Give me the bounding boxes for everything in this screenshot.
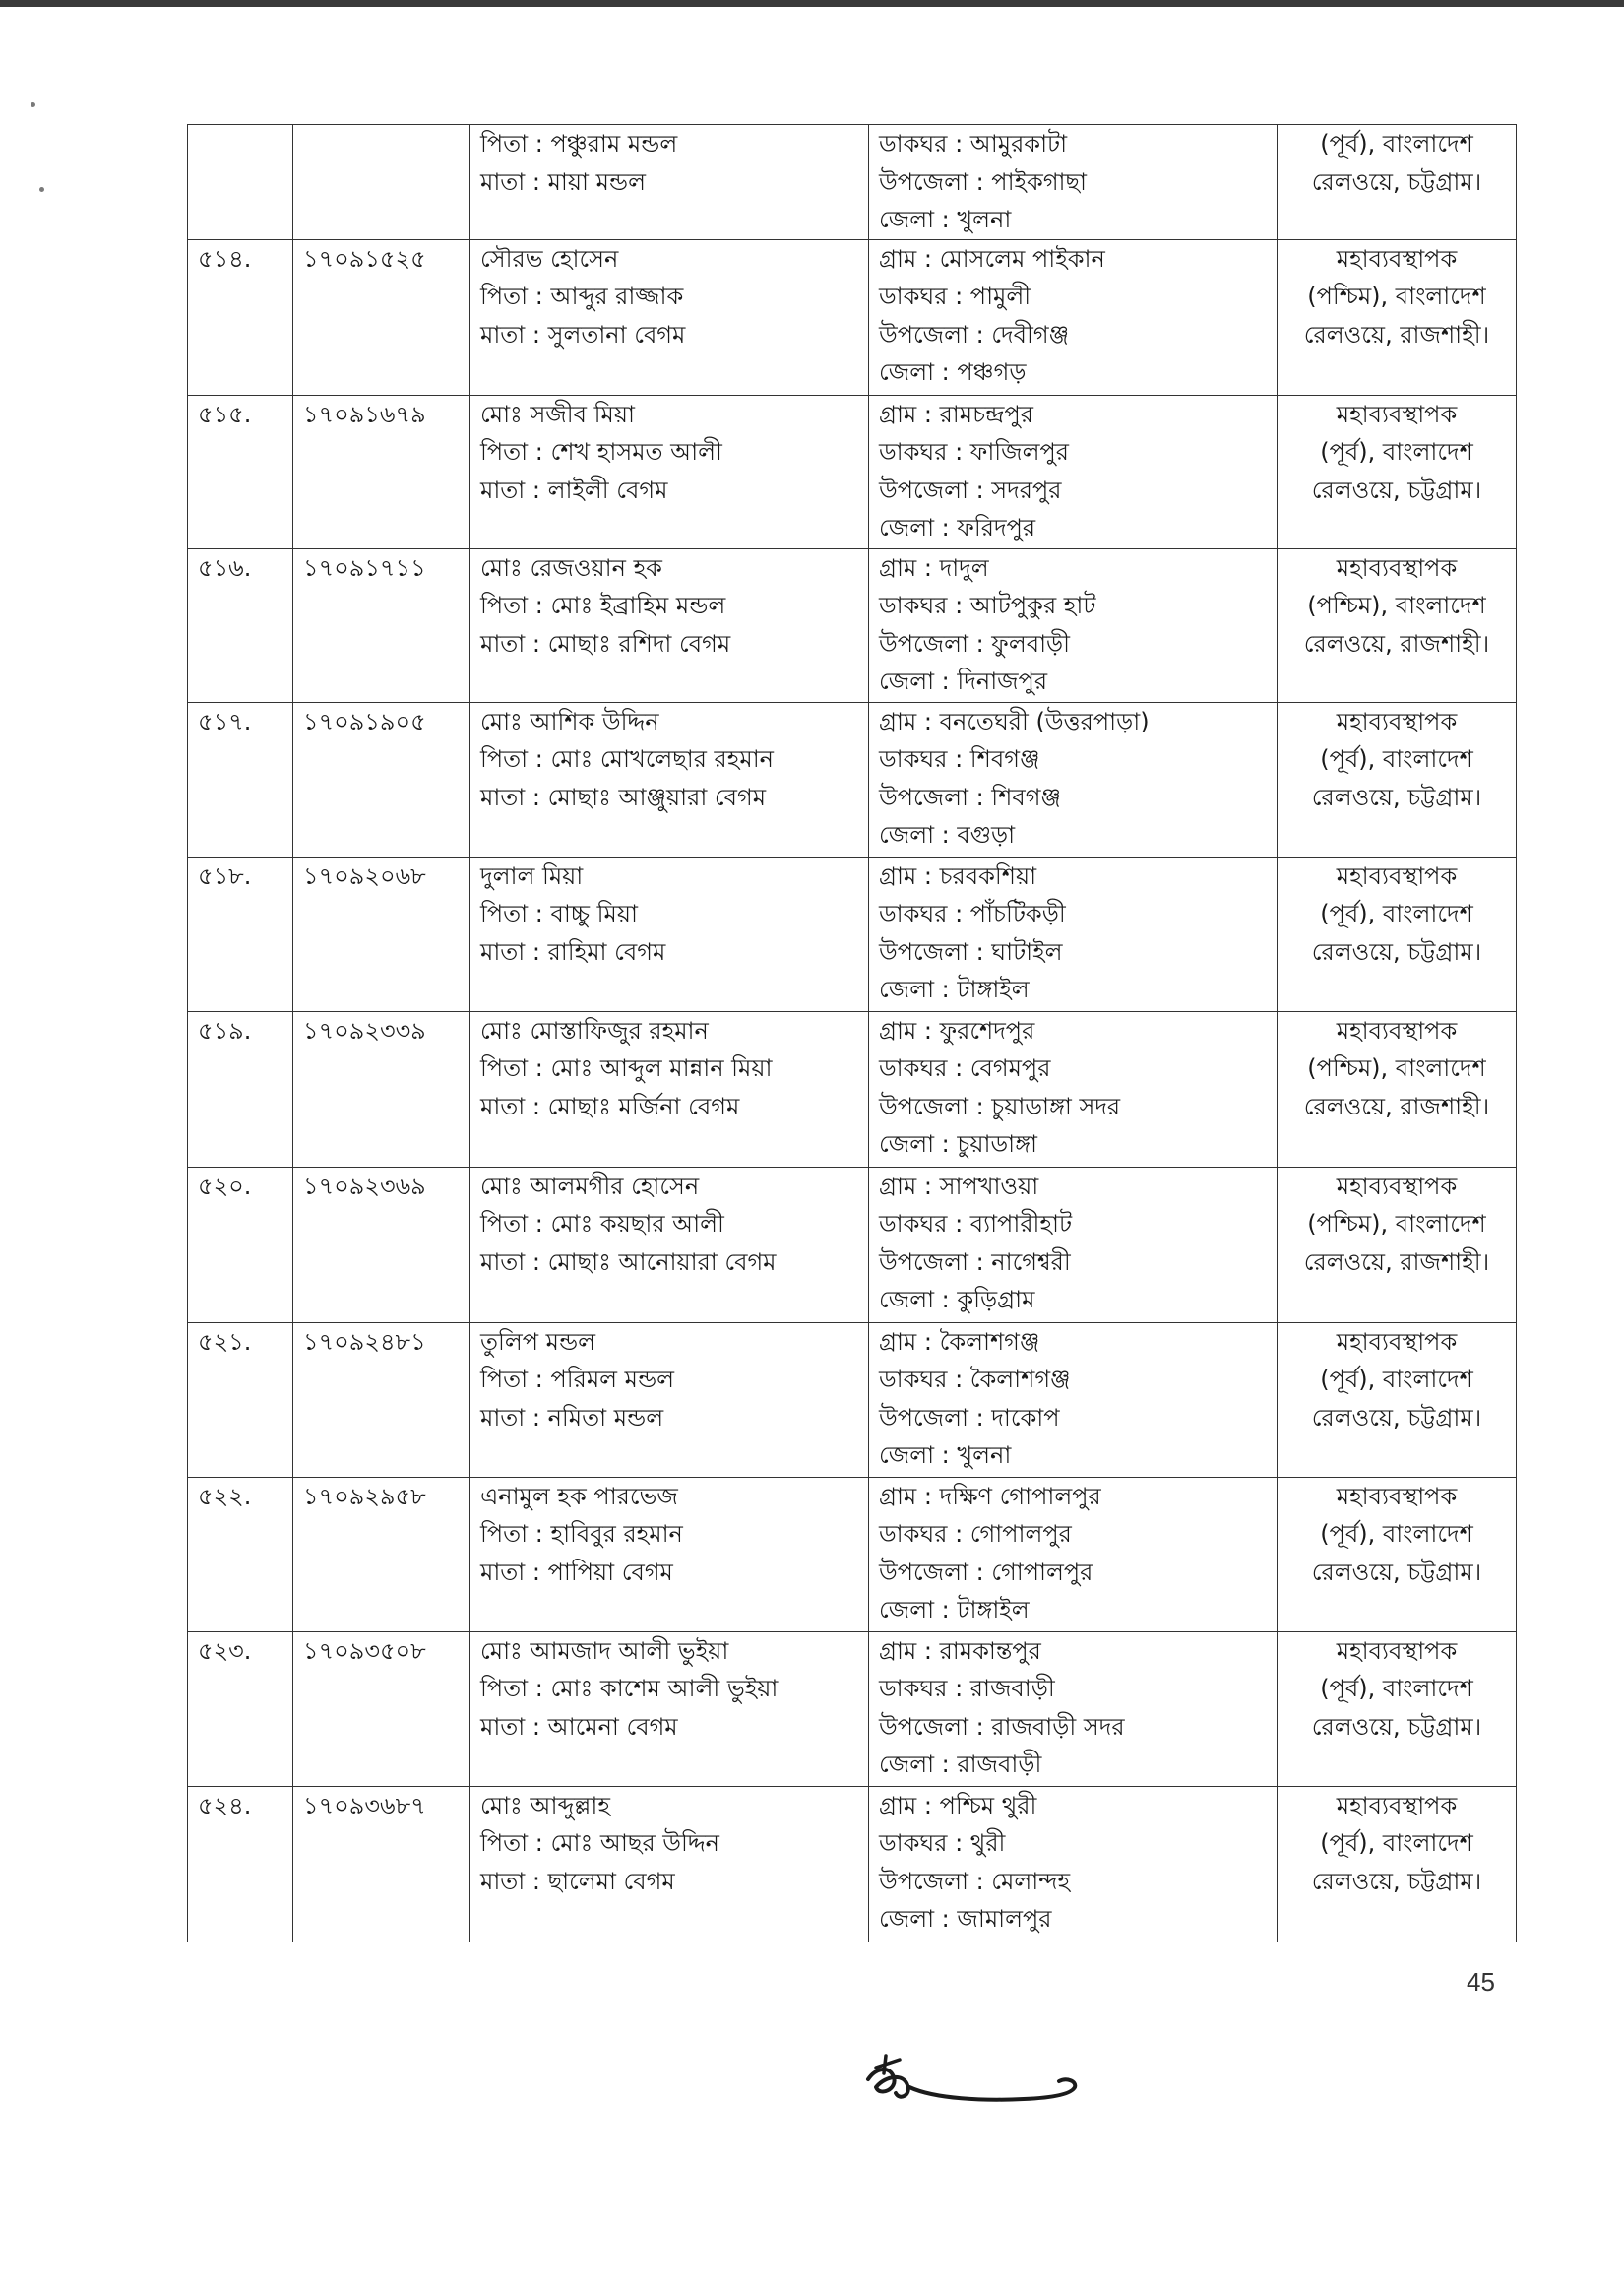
- mother-name: মাতা : মোছাঃ রশিদা বেগম: [480, 629, 731, 658]
- posting-line: মহাব্যবস্থাপক: [1336, 861, 1458, 890]
- address-district: জেলা : পঞ্চগড়: [879, 358, 1027, 386]
- serial-cell: ৫১৮.: [188, 857, 293, 1011]
- name-cell: [470, 548, 869, 702]
- posting-line: (পূর্ব), বাংলাদেশ: [1320, 438, 1473, 466]
- roll-cell: ১৭০৯২৯৫৮: [293, 1477, 470, 1631]
- posting-line: রেলওয়ে, চট্টগ্রাম।: [1311, 167, 1482, 196]
- mother-name: মাতা : মোছাঃ আনোয়ারা বেগম: [480, 1247, 777, 1276]
- candidate-name: মোঃ মোস্তাফিজুর রহমান: [480, 1016, 709, 1045]
- name-cell: [470, 1167, 869, 1322]
- address-village: গ্রাম : চরবকশিয়া: [879, 861, 1037, 890]
- serial-cell: ৫২৩.: [188, 1631, 293, 1786]
- posting-line: মহাব্যবস্থাপক: [1336, 553, 1458, 582]
- table-row: [188, 239, 1517, 395]
- address-upazila: উপজেলা : দাকোপ: [879, 1403, 1060, 1432]
- serial-cell: ৫১৭.: [188, 702, 293, 857]
- candidate-name: মোঃ রেজওয়ান হক: [480, 553, 662, 582]
- address-district: জেলা : টাঙ্গাইল: [879, 1596, 1030, 1624]
- posting-line: (পশ্চিম), বাংলাদেশ: [1307, 592, 1486, 619]
- mother-name: মাতা : পাপিয়া বেগম: [480, 1558, 673, 1586]
- candidate-name: মোঃ আব্দুল্লাহ: [480, 1791, 610, 1819]
- address-district: জেলা : জামালপুর: [879, 1905, 1052, 1933]
- posting-line: (পূর্ব), বাংলাদেশ: [1320, 1520, 1473, 1548]
- mother-name: মাতা : লাইলী বেগম: [480, 476, 668, 504]
- address-village: গ্রাম : ফুরশেদপুর: [879, 1016, 1035, 1045]
- name-cell: [470, 1011, 869, 1167]
- mother-name: মাতা : রাহিমা বেগম: [480, 937, 666, 966]
- posting-cell: [1278, 702, 1517, 857]
- address-district: জেলা : ফরিদপুর: [879, 514, 1036, 541]
- address-post-office: ডাকঘর : রাজবাড়ী: [879, 1675, 1055, 1702]
- address-upazila: উপজেলা : ঘাটাইল: [879, 937, 1063, 966]
- candidate-name: তুলিপ মন্ডল: [480, 1327, 596, 1356]
- address-upazila: উপজেলা : ফুলবাড়ী: [879, 629, 1071, 658]
- address-post-office: ডাকঘর : গোপালপুর: [879, 1520, 1072, 1548]
- name-cell: [470, 1322, 869, 1477]
- roll-cell: ১৭০৯১৫২৫: [293, 239, 470, 395]
- roll-cell: ১৭০৯২৪৮১: [293, 1322, 470, 1477]
- candidate-name: সৌরভ হোসেন: [480, 244, 619, 273]
- name-cell: [470, 239, 869, 395]
- posting-line: রেলওয়ে, রাজশাহী।: [1303, 1247, 1490, 1276]
- mother-name: মাতা : ছালেমা বেগম: [480, 1867, 675, 1895]
- posting-line: রেলওয়ে, রাজশাহী।: [1303, 1092, 1490, 1120]
- posting-cell: [1278, 548, 1517, 702]
- address-district: জেলা : খুলনা: [879, 206, 1012, 233]
- serial-cell: ৫২১.: [188, 1322, 293, 1477]
- name-cell: [470, 125, 869, 240]
- address-village: গ্রাম : কৈলাশগঞ্জ: [879, 1327, 1040, 1356]
- candidate-name: মোঃ আলমগীর হোসেন: [480, 1172, 700, 1200]
- address-cell: [869, 239, 1278, 395]
- address-upazila: উপজেলা : মেলান্দহ: [879, 1867, 1071, 1895]
- posting-line: রেলওয়ে, চট্টগ্রাম।: [1311, 783, 1482, 811]
- address-cell: [869, 395, 1278, 548]
- table-row: [188, 1011, 1517, 1167]
- posting-line: রেলওয়ে, চট্টগ্রাম।: [1311, 1712, 1482, 1741]
- address-village: গ্রাম : মোসলেম পাইকান: [879, 244, 1105, 273]
- table-row: [188, 1167, 1517, 1322]
- address-upazila: উপজেলা : শিবগঞ্জ: [879, 783, 1061, 811]
- roll-cell: ১৭০৯৩৬৮৭: [293, 1786, 470, 1942]
- mother-name: মাতা : মোছাঃ মর্জিনা বেগম: [480, 1092, 740, 1120]
- serial-cell: ৫১৯.: [188, 1011, 293, 1167]
- posting-line: মহাব্যবস্থাপক: [1336, 400, 1458, 428]
- candidate-name: মোঃ সজীব মিয়া: [480, 400, 635, 428]
- mother-name: মাতা : আমেনা বেগম: [480, 1712, 678, 1741]
- table-row: [188, 1322, 1517, 1477]
- address-village: গ্রাম : দাদুল: [879, 553, 989, 582]
- address-cell: [869, 548, 1278, 702]
- posting-line: মহাব্যবস্থাপক: [1336, 1636, 1458, 1665]
- father-name: পিতা : মোঃ কয়ছার আলী: [480, 1210, 724, 1238]
- posting-cell: [1278, 1322, 1517, 1477]
- mother-name: মাতা : সুলতানা বেগম: [480, 320, 686, 349]
- address-cell: [869, 1011, 1278, 1167]
- posting-line: (পূর্ব), বাংলাদেশ: [1320, 900, 1473, 927]
- roll-cell: ১৭০৯১৯০৫: [293, 702, 470, 857]
- posting-line: রেলওয়ে, চট্টগ্রাম।: [1311, 937, 1482, 966]
- candidate-table: [187, 124, 1517, 1942]
- candidate-name: দুলাল মিয়া: [480, 861, 584, 890]
- address-upazila: উপজেলা : সদরপুর: [879, 476, 1062, 504]
- address-upazila: উপজেলা : পাইকগাছা: [879, 167, 1088, 196]
- table-row: [188, 857, 1517, 1011]
- name-cell: [470, 395, 869, 548]
- posting-cell: [1278, 1167, 1517, 1322]
- address-district: জেলা : চুয়াডাঙ্গা: [879, 1130, 1037, 1158]
- page-number: 45: [1467, 1967, 1495, 1997]
- name-cell: [470, 702, 869, 857]
- candidate-name: এনামুল হক পারভেজ: [480, 1482, 678, 1510]
- mother-name: মাতা : মায়া মন্ডল: [480, 167, 646, 196]
- address-village: গ্রাম : বনতেঘরী (উত্তরপাড়া): [879, 707, 1150, 735]
- address-post-office: ডাকঘর : পাঁচটিকড়ী: [879, 900, 1066, 927]
- posting-cell: [1278, 857, 1517, 1011]
- name-cell: [470, 1477, 869, 1631]
- address-post-office: ডাকঘর : কৈলাশগঞ্জ: [879, 1366, 1071, 1393]
- father-name: পিতা : মোঃ ইব্রাহিম মন্ডল: [480, 592, 726, 619]
- roll-cell: ১৭০৯২০৬৮: [293, 857, 470, 1011]
- father-name: পিতা : পঞ্চুরাম মন্ডল: [480, 130, 678, 158]
- address-cell: [869, 1631, 1278, 1786]
- address-post-office: ডাকঘর : আমুরকাটা: [879, 130, 1068, 158]
- address-village: গ্রাম : সাপখাওয়া: [879, 1172, 1039, 1200]
- address-village: গ্রাম : রামচন্দ্রপুর: [879, 400, 1033, 428]
- posting-cell: [1278, 1786, 1517, 1942]
- scan-speck: [39, 187, 44, 192]
- signature-mark: [856, 2038, 1093, 2127]
- address-district: জেলা : টাঙ্গাইল: [879, 976, 1030, 1003]
- serial-cell: ৫১৫.: [188, 395, 293, 548]
- address-post-office: ডাকঘর : আটপুকুর হাট: [879, 592, 1096, 619]
- posting-line: মহাব্যবস্থাপক: [1336, 1482, 1458, 1510]
- address-upazila: উপজেলা : দেবীগঞ্জ: [879, 320, 1070, 349]
- scan-top-edge: [0, 0, 1624, 7]
- father-name: পিতা : মোঃ আব্দুল মান্নান মিয়া: [480, 1054, 773, 1082]
- table-row: [188, 702, 1517, 857]
- serial-cell: ৫২৪.: [188, 1786, 293, 1942]
- address-cell: [869, 702, 1278, 857]
- posting-line: (পশ্চিম), বাংলাদেশ: [1307, 1054, 1486, 1082]
- posting-line: মহাব্যবস্থাপক: [1336, 1327, 1458, 1356]
- posting-cell: [1278, 1011, 1517, 1167]
- address-cell: [869, 1477, 1278, 1631]
- mother-name: মাতা : নমিতা মন্ডল: [480, 1403, 664, 1432]
- candidate-table-body: [188, 125, 1517, 1942]
- candidate-name: মোঃ আমজাদ আলী ভুইয়া: [480, 1636, 729, 1665]
- posting-line: (পূর্ব), বাংলাদেশ: [1320, 130, 1473, 158]
- posting-line: রেলওয়ে, চট্টগ্রাম।: [1311, 476, 1482, 504]
- address-cell: [869, 1167, 1278, 1322]
- posting-line: (পূর্ব), বাংলাদেশ: [1320, 1829, 1473, 1857]
- address-upazila: উপজেলা : গোপালপুর: [879, 1558, 1093, 1586]
- address-cell: [869, 857, 1278, 1011]
- father-name: পিতা : শেখ হাসমত আলী: [480, 438, 722, 466]
- posting-line: মহাব্যবস্থাপক: [1336, 244, 1458, 273]
- serial-cell: [188, 125, 293, 240]
- name-cell: [470, 857, 869, 1011]
- father-name: পিতা : মোঃ কাশেম আলী ভুইয়া: [480, 1675, 779, 1702]
- father-name: পিতা : মোঃ আছর উদ্দিন: [480, 1829, 719, 1857]
- posting-cell: [1278, 239, 1517, 395]
- address-upazila: উপজেলা : নাগেশ্বরী: [879, 1247, 1071, 1276]
- posting-cell: [1278, 125, 1517, 240]
- serial-cell: ৫১৪.: [188, 239, 293, 395]
- posting-cell: [1278, 1631, 1517, 1786]
- address-post-office: ডাকঘর : বেগমপুর: [879, 1054, 1051, 1082]
- address-district: জেলা : কুড়িগ্রাম: [879, 1286, 1035, 1313]
- address-village: গ্রাম : রামকান্তপুর: [879, 1636, 1041, 1665]
- posting-line: (পশ্চিম), বাংলাদেশ: [1307, 1210, 1486, 1238]
- posting-line: মহাব্যবস্থাপক: [1336, 1791, 1458, 1819]
- address-post-office: ডাকঘর : ব্যাপারীহাট: [879, 1210, 1073, 1238]
- roll-cell: ১৭০৯২৩৩৯: [293, 1011, 470, 1167]
- posting-line: (পূর্ব), বাংলাদেশ: [1320, 1675, 1473, 1702]
- roll-cell: ১৭০৯১৬৭৯: [293, 395, 470, 548]
- father-name: পিতা : মোঃ মোখলেছার রহমান: [480, 745, 774, 773]
- table-row: [188, 1786, 1517, 1942]
- address-upazila: উপজেলা : রাজবাড়ী সদর: [879, 1712, 1125, 1741]
- candidate-name: মোঃ আশিক উদ্দিন: [480, 707, 659, 735]
- posting-line: মহাব্যবস্থাপক: [1336, 1172, 1458, 1200]
- posting-line: (পশ্চিম), বাংলাদেশ: [1307, 283, 1486, 310]
- posting-line: মহাব্যবস্থাপক: [1336, 707, 1458, 735]
- father-name: পিতা : হাবিবুর রহমান: [480, 1520, 683, 1548]
- posting-line: রেলওয়ে, চট্টগ্রাম।: [1311, 1558, 1482, 1586]
- table-row: [188, 395, 1517, 548]
- scan-speck: [31, 102, 35, 107]
- posting-cell: [1278, 1477, 1517, 1631]
- posting-line: (পূর্ব), বাংলাদেশ: [1320, 1366, 1473, 1393]
- posting-cell: [1278, 395, 1517, 548]
- father-name: পিতা : আব্দুর রাজ্জাক: [480, 283, 684, 310]
- address-district: জেলা : বগুড়া: [879, 821, 1016, 849]
- address-cell: [869, 1786, 1278, 1942]
- posting-line: মহাব্যবস্থাপক: [1336, 1016, 1458, 1045]
- roll-cell: [293, 125, 470, 240]
- address-post-office: ডাকঘর : পামুলী: [879, 283, 1031, 310]
- serial-cell: ৫২০.: [188, 1167, 293, 1322]
- posting-line: রেলওয়ে, রাজশাহী।: [1303, 320, 1490, 349]
- posting-line: (পূর্ব), বাংলাদেশ: [1320, 745, 1473, 773]
- name-cell: [470, 1786, 869, 1942]
- serial-cell: ৫১৬.: [188, 548, 293, 702]
- address-cell: [869, 125, 1278, 240]
- address-village: গ্রাম : পশ্চিম থুরী: [879, 1791, 1037, 1819]
- father-name: পিতা : পরিমল মন্ডল: [480, 1366, 675, 1393]
- posting-line: রেলওয়ে, চট্টগ্রাম।: [1311, 1403, 1482, 1432]
- table-row: [188, 1477, 1517, 1631]
- table-row: [188, 125, 1517, 240]
- address-upazila: উপজেলা : চুয়াডাঙ্গা সদর: [879, 1092, 1121, 1120]
- address-post-office: ডাকঘর : ফাজিলপুর: [879, 438, 1069, 466]
- address-district: জেলা : রাজবাড়ী: [879, 1751, 1042, 1778]
- address-cell: [869, 1322, 1278, 1477]
- table-row: [188, 1631, 1517, 1786]
- roll-cell: ১৭০৯১৭১১: [293, 548, 470, 702]
- roll-cell: ১৭০৯৩৫০৮: [293, 1631, 470, 1786]
- address-district: জেলা : দিনাজপুর: [879, 668, 1048, 695]
- address-village: গ্রাম : দক্ষিণ গোপালপুর: [879, 1482, 1101, 1510]
- posting-line: রেলওয়ে, রাজশাহী।: [1303, 629, 1490, 658]
- address-post-office: ডাকঘর : শিবগঞ্জ: [879, 745, 1040, 773]
- table-row: [188, 548, 1517, 702]
- serial-cell: ৫২২.: [188, 1477, 293, 1631]
- mother-name: মাতা : মোছাঃ আঞ্জুয়ারা বেগম: [480, 783, 767, 811]
- address-district: জেলা : খুলনা: [879, 1441, 1012, 1469]
- address-post-office: ডাকঘর : থুরী: [879, 1829, 1006, 1857]
- posting-line: রেলওয়ে, চট্টগ্রাম।: [1311, 1867, 1482, 1895]
- father-name: পিতা : বাচ্চু মিয়া: [480, 900, 638, 927]
- roll-cell: ১৭০৯২৩৬৯: [293, 1167, 470, 1322]
- name-cell: [470, 1631, 869, 1786]
